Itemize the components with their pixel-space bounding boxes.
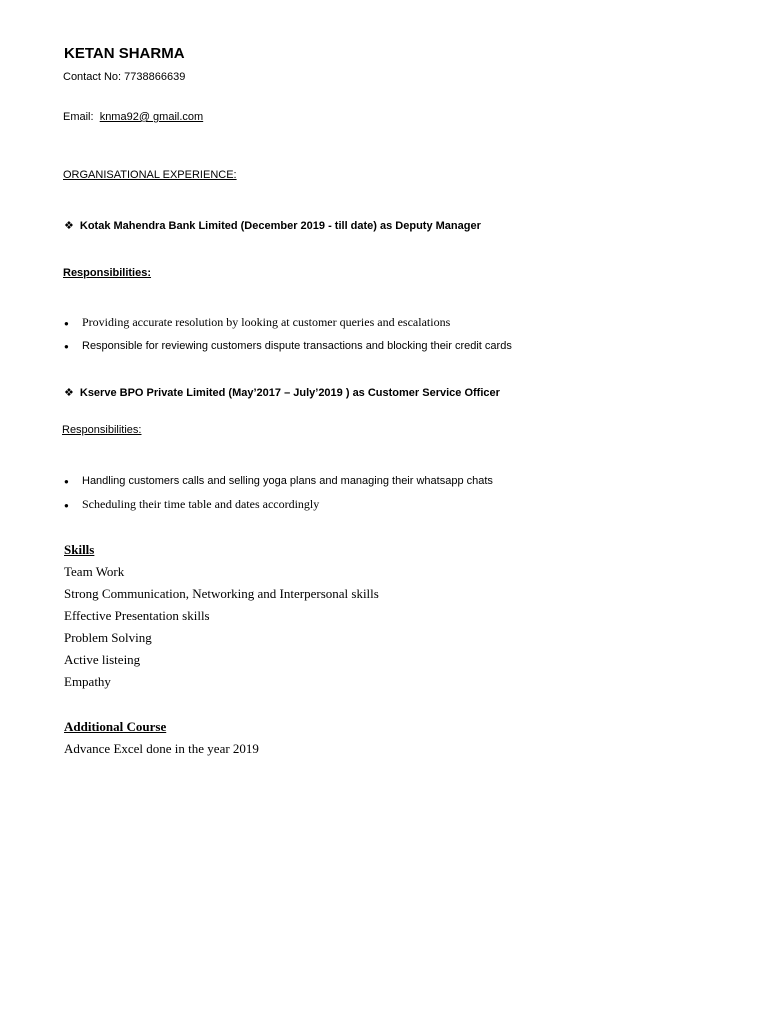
skill-item: Strong Communication, Networking and Interpersonal skills	[64, 586, 379, 601]
organisational-experience-heading: ORGANISATIONAL EXPERIENCE:	[63, 169, 237, 181]
job-title: Kotak Mahendra Bank Limited (December 2019 - till date) as Deputy Manager	[79, 220, 481, 232]
skill-item: Team Work	[64, 564, 125, 579]
additional-course-heading: Additional Course	[64, 719, 167, 734]
list-item	[64, 475, 493, 487]
list-item-text: Providing accurate resolution by looking at customer queries and escalations	[82, 315, 451, 329]
candidate-name: KETAN SHARMA	[64, 45, 185, 62]
bullet-dot-icon: ●	[64, 342, 69, 351]
diamond-bullet-icon: ❖	[64, 220, 74, 232]
additional-course-text: Advance Excel done in the year 2019	[64, 741, 259, 756]
email-link[interactable]: knma92@ gmail.com	[99, 111, 204, 123]
list-item	[64, 315, 450, 330]
list-item-text: Scheduling their time table and dates accordingly	[82, 497, 320, 511]
contact-number: 7738866639	[124, 71, 186, 83]
skill-item: Problem Solving	[64, 630, 152, 645]
diamond-bullet-icon: ❖	[64, 387, 74, 399]
responsibilities-heading: Responsibilities:	[62, 424, 142, 436]
job-entry-kotak	[64, 219, 481, 232]
list-item	[64, 340, 512, 352]
skills-heading: Skills	[64, 542, 95, 557]
email-label: Email:	[63, 111, 94, 123]
skill-item: Effective Presentation skills	[64, 608, 210, 623]
skill-item: Active listeing	[64, 652, 141, 667]
email-line	[63, 111, 203, 123]
job-title: Kserve BPO Private Limited (May’2017 – July’2019 ) as Customer Service Officer	[79, 387, 500, 399]
list-item-text: Responsible for reviewing customers dispute transactions and blocking their credit cards	[82, 340, 512, 352]
bullet-dot-icon: ●	[64, 319, 69, 328]
bullet-dot-icon: ●	[64, 501, 69, 510]
job-entry-kserve	[64, 386, 500, 399]
list-item-text: Handling customers calls and selling yoga plans and managing their whatsapp chats	[82, 475, 493, 487]
skill-item: Empathy	[64, 674, 111, 689]
responsibilities-heading: Responsibilities:	[63, 267, 152, 279]
bullet-dot-icon: ●	[64, 477, 69, 486]
list-item	[64, 497, 319, 512]
contact-line	[63, 71, 185, 83]
contact-label: Contact No:	[63, 71, 122, 83]
